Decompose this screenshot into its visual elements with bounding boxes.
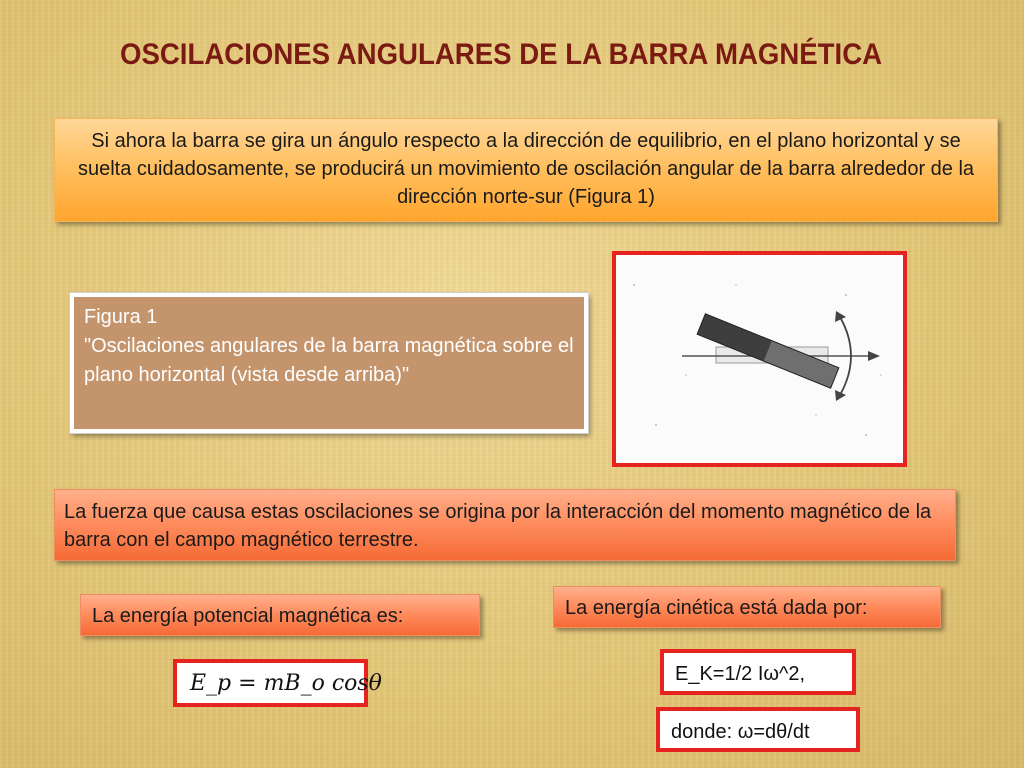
force-text: La fuerza que causa estas oscilaciones se origina por la interacción del momento magnético de la barra con el campo magnético terrestre. [64, 501, 932, 551]
intro-text-box [54, 118, 998, 222]
figure-caption-text: "Oscilaciones angulares de la barra magnética sobre el plano horizontal (vista desde arriba)" [84, 335, 574, 386]
slide-title: OSCILACIONES ANGULARES DE LA BARRA MAGNÉTICA [120, 38, 883, 71]
potential-energy-formula-box [173, 659, 382, 707]
force-text-box [54, 489, 956, 561]
figure-label: Figura 1 [84, 306, 158, 328]
angular-velocity-note: donde: ω=dθ/dt [671, 721, 810, 743]
figure-caption-box [70, 293, 588, 433]
kinetic-energy-formula-box [660, 649, 856, 695]
kinetic-energy-formula: E_K=1/2 Iω^2, [675, 663, 806, 685]
potential-energy-label-box [80, 594, 480, 636]
kinetic-energy-label: La energía cinética está dada por: [565, 597, 868, 619]
potential-energy-label: La energía potencial magnética es: [92, 605, 404, 627]
potential-energy-formula: E_p = mB_o cosθ [190, 671, 382, 696]
intro-text: Si ahora la barra se gira un ángulo respecto a la dirección de equilibrio, en el plano horizontal y se suelta cuidadosamente, se producirá un movimiento de oscilación angular de la barra alrededor de la dirección norte-sur (Figura 1) [77, 130, 975, 208]
magnetic-bar-illustration [616, 255, 903, 463]
angular-velocity-note-box [656, 707, 860, 752]
kinetic-energy-label-box [553, 586, 941, 628]
figure-1-image [612, 251, 907, 467]
